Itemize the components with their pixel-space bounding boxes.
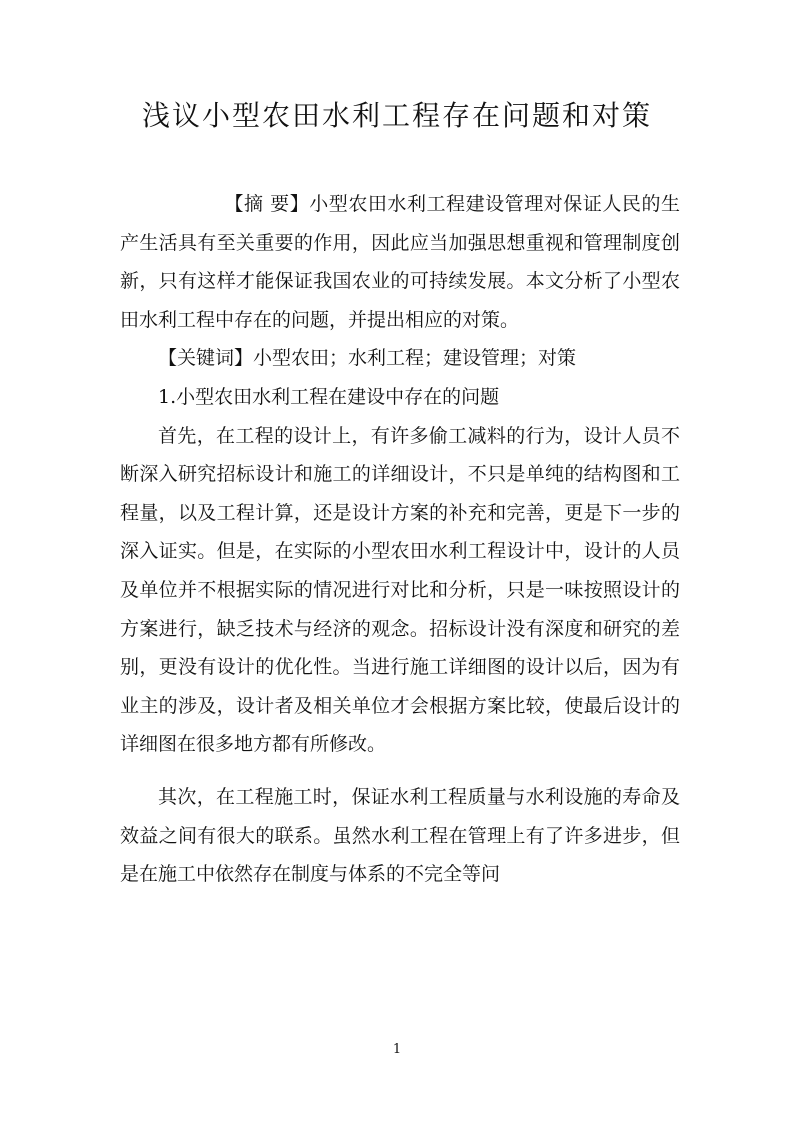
document-title: 浅议小型农田水利工程存在问题和对策	[141, 99, 652, 132]
document-body	[120, 185, 680, 894]
section-heading: 1.小型农田水利工程在建设中存在的问题	[158, 385, 500, 408]
body-paragraph-construction: 其次，在工程施工时，保证水利工程质量与水利设施的寿命及效益之间有很大的联系。虽然水利工程在管理上有了许多进步，但是在施工中依然存在制度与体系的不完全等问	[120, 785, 680, 886]
keywords-paragraph: 【关键词】小型农田；水利工程；建设管理；对策	[158, 347, 577, 370]
page-number: 1	[392, 1042, 402, 1057]
body-paragraph-design: 首先，在工程的设计上，有许多偷工减料的行为，设计人员不断深入研究招标设计和施工的详细设计，不只是单纯的结构图和工程量，以及工程计算，还是设计方案的补充和完善，更是下一步的深入证实。但是，在实际的小型农田水利工程设计中，设计的人员及单位并不根据实际的情况进行对比和分析，只是一味按照设计的方案进行，缺乏技术与经济的观念。招标设计没有深度和研究的差别，更没有设计的优化性。当进行施工详细图的设计以后，因为有业主的涉及，设计者及相关单位才会根据方案比较，使最后设计的详细图在很多地方都有所修改。	[120, 424, 680, 756]
abstract-paragraph: 【摘 要】小型农田水利工程建设管理对保证人民的生产生活具有至关重要的作用，因此应当加强思想重视和管理制度创新，只有这样才能保证我国农业的可持续发展。本文分析了小型农田水利工程中存在的问题，并提出相应的对策。	[120, 193, 680, 331]
